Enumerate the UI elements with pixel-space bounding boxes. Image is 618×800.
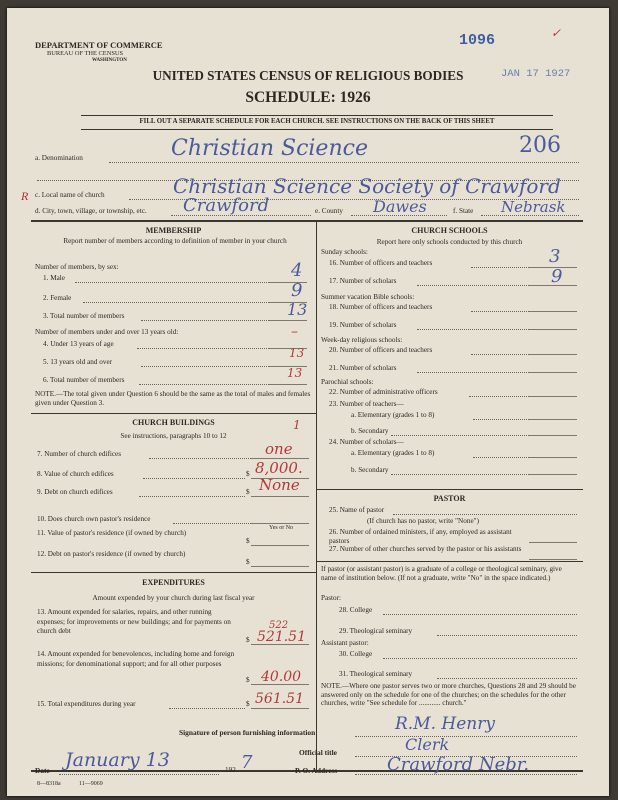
assistant-pastor-label: Assistant pastor: — [321, 639, 369, 647]
year-suffix: 7 — [241, 752, 253, 773]
q9-label: 9. Debt on church edifices — [37, 488, 113, 496]
q5-label: 5. 13 years old and over — [43, 358, 113, 366]
form-number-2: 11—9069 — [79, 781, 103, 787]
signature-label: Signature of person furnishing information — [179, 728, 316, 737]
q4-value: – — [291, 324, 298, 340]
q3-label: 3. Total number of members — [43, 312, 125, 320]
q29-label: 29. Theological seminary — [339, 627, 413, 635]
membership-note: NOTE.—The total given under Question 6 should be the same as the total of males and females given under Question 3. — [35, 390, 311, 407]
graduate-intro: If pastor (or assistant pastor) is a graduate of a college or theological seminary, give name of institution below. (If not a graduate, write "No" in the space indicated.) — [321, 565, 562, 582]
number-stamp: 1096 — [459, 32, 496, 49]
instruction-rule-bottom — [81, 129, 553, 130]
pastor-note: NOTE.—Where one pastor serves two or more churches, Questions 28 and 29 should be answered only on the schedule for one of the churches; on the schedules for the other churches, write "See schedule for ............ church." — [321, 682, 576, 708]
instructions-line: FILL OUT A SEPARATE SCHEDULE FOR EACH CHURCH. SEE INSTRUCTIONS ON THE BACK OF THIS SHEET — [139, 118, 495, 125]
official-title-value: Clerk — [405, 735, 450, 754]
q7-mark: 1 — [293, 418, 301, 432]
q9-value: None — [259, 476, 300, 494]
q1-label: 1. Male — [43, 274, 65, 282]
denomination-value: Christian Science — [171, 136, 368, 161]
q13-value: 521.51 — [257, 629, 306, 645]
q18-label: 18. Number of officers and teachers — [329, 303, 433, 311]
q23-label: 23. Number of teachers— — [329, 400, 404, 408]
form-title: UNITED STATES CENSUS OF RELIGIOUS BODIES — [152, 68, 464, 83]
q8-label: 8. Value of church edifices — [37, 470, 114, 478]
q3-value: 13 — [287, 300, 308, 319]
local-name-label: c. Local name of church — [35, 191, 105, 199]
q6-value: 13 — [287, 366, 303, 380]
denomination-label: a. Denomination — [35, 154, 83, 162]
date-label: Date — [35, 766, 50, 775]
q15-value: 561.51 — [255, 691, 304, 707]
q23a-label: a. Elementary (grades 1 to 8) — [351, 411, 435, 419]
membership-intro: Report number of members according to definition of member in your church — [63, 237, 287, 245]
department-label: DEPARTMENT OF COMMERCE — [35, 40, 163, 50]
q24a-label: a. Elementary (grades 1 to 8) — [351, 449, 435, 457]
bureau-label: BUREAU OF THE CENSUS — [47, 50, 124, 57]
q13-correction: 522 — [269, 620, 289, 631]
q25-note: (If church has no pastor, write "None") — [367, 517, 479, 525]
members-by-sex-label: Number of members, by sex: — [35, 263, 119, 271]
buildings-heading: CHURCH BUILDINGS — [132, 418, 215, 427]
summer-schools-label: Summer vacation Bible schools: — [321, 293, 415, 301]
pastor-heading: PASTOR — [433, 494, 466, 503]
q5-value: 13 — [289, 346, 305, 360]
q25-label: 25. Name of pastor — [329, 506, 385, 514]
date-value: January 13 — [65, 749, 170, 771]
red-r-mark: R — [21, 189, 29, 203]
q16-value: 3 — [549, 246, 561, 267]
signature-value: R.M. Henry — [395, 714, 495, 734]
expenditures-heading: EXPENDITURES — [142, 578, 205, 587]
red-check-mark: ✓ — [551, 26, 562, 40]
q28-label: 28. College — [339, 606, 373, 614]
city-town-label: d. City, town, village, or township, etc. — [35, 207, 147, 215]
expenditures-intro: Amount expended by your church during last fiscal year — [92, 594, 255, 602]
q30-label: 30. College — [339, 650, 373, 658]
date-received-stamp: JAN 17 1927 — [501, 68, 571, 80]
county-label: e. County — [315, 207, 343, 215]
q12-label: 12. Debt on pastor's residence (if owned by church) — [37, 550, 186, 558]
q1-value: 4 — [291, 260, 303, 281]
q26-label: 26. Number of ordained ministers, if any, employed as assistant pastors — [329, 528, 512, 545]
q31-label: 31. Theological seminary — [339, 670, 413, 678]
state-value: Nebrask — [501, 198, 566, 216]
q16-label: 16. Number of officers and teachers — [329, 259, 433, 267]
local-name-value: Christian Science Society of Crawford — [173, 174, 561, 198]
parochial-schools-label: Parochial schools: — [321, 378, 374, 386]
q19-label: 19. Number of scholars — [329, 321, 397, 329]
city-town-value: Crawford — [183, 195, 270, 216]
q17-value: 9 — [551, 266, 563, 287]
pastor-sub-label: Pastor: — [321, 594, 341, 602]
q22-label: 22. Number of administrative officers — [329, 388, 438, 396]
q4-label: 4. Under 13 years of age — [43, 340, 114, 348]
schedule-title: SCHEDULE: 1926 — [245, 89, 371, 106]
q8-value: 8,000. — [255, 459, 303, 477]
year-prefix: 192 — [225, 766, 236, 774]
city-label: WASHINGTON — [92, 58, 127, 63]
membership-heading: MEMBERSHIP — [145, 226, 202, 235]
q14-label: 14. Amount expended for benevolences, including home and foreign missions; for denominational support; and for all other purposes — [37, 650, 235, 668]
q21-label: 21. Number of scholars — [329, 364, 397, 372]
official-title-label: Official title — [299, 748, 337, 757]
q7-label: 7. Number of church edifices — [37, 450, 122, 458]
q14-value: 40.00 — [261, 669, 302, 685]
census-schedule-form: DEPARTMENT OF COMMERCE BUREAU OF THE CENSUS WASHINGTON 1096 ✓ JAN 17 1927 UNITED STATES CENSUS OF RELIGIOUS BODIES SCHEDULE: 1926 FILL OUT A SEPARATE SCHEDULE FOR EACH CHURCH. SEE INSTRUCTIONS ON THE BACK OF THIS SHEET a. Denomination Christian Science 206 R c. Local name of church Christian Science Society of Crawford d. City, town, village, or township, etc. Crawford e. County Dawes f. State Nebrask MEMBERSHIP Report number of members according to definition of member in your church Number of members, by sex: 1. Male 4 2. Female 9 3. Total number of members 13 Number of members under and over 13 years old: 4. Under 13 years of age – 5. 13 years old and over 13 6. Total number of members 13 NOTE.—The total given under Question 6 should be the same as the total of males and females given under Question 3. CHURCH BUILDINGS See instructions, paragraphs 10 to 12 1 7. Number of church edifices one 8. Value of church edifices $ 8,000. 9. Debt on church edifices $ None 10. Does church own pastor's residence Yes or No 11. Value of pastor's residence (if owned by church) $ 12. Debt on pastor's residence (if owned by church) $ EXPENDITURES Amount expended by your church during last fiscal year 13. Amount expended for salaries, repairs, and other running expenses; for improvements or new buildings; and for payments on church debt $ 522 521.51 14. Amount expended for benevolences, including home and foreign missions; for denominational support; and for all other purposes $ 40.00 15. Total expenditures during year $ 561.51 CHURCH SCHOOLS Report here only schools conducted by this church Sunday schools: 16. Number of officers and teachers 3 17. Number of scholars 9 Summer vacation Bible schools: 18. Number of officers and teachers 19. Number of scholars Week-day religious schools: 20. Number of officers and teachers 21. Number of scholars Parochial schools: 22. Number of administrative officers 23. Number of teachers— a. Elementary (grades 1 to 8) b. Secondary 24. Number of scholars— a. Elementary (grades 1 to 8) b. Secondary PASTOR 25. Name of pastor (If church has no pastor, write "None") 26. Number of ordained ministers, if any, employed as assistant pastors 27. Number of other churches served by the pastor or his assistants If pastor (or assistant pastor) is a graduate of a college or theological seminary, give name of institution below. (If not a graduate, write "No" in the space indicated.) Pastor: 28. College 29. Theological seminary Assistant pastor: 30. College 31. Theological seminary NOTE.—Where one pastor serves two or more churches, Questions 28 and 29 should be answered only on the schedule for one of the churches; on the schedules for the other churches, write "See schedule for ............ church." Signature of person furnishing information R.M. Henry Official title Clerk Date January 13 192 7 P. O. Address Crawford Nebr. 8—8318a 11—9069 — [7, 8, 609, 796]
po-address-label: P. O. Address — [295, 766, 338, 775]
age-intro-label: Number of members under and over 13 years old: — [35, 328, 179, 336]
instruction-rule-top — [81, 115, 553, 116]
q24-label: 24. Number of scholars— — [329, 438, 404, 446]
schools-heading: CHURCH SCHOOLS — [411, 226, 488, 235]
q23b-label: b. Secondary — [351, 427, 389, 435]
yes-no-hint: Yes or No — [269, 525, 294, 531]
q7-value: one — [265, 440, 293, 458]
section-rule-top — [31, 220, 583, 222]
q2-value: 9 — [291, 280, 303, 301]
sunday-schools-label: Sunday schools: — [321, 248, 368, 256]
q17-label: 17. Number of scholars — [329, 277, 397, 285]
county-value: Dawes — [373, 197, 427, 216]
buildings-intro: See instructions, paragraphs 10 to 12 — [120, 432, 227, 440]
weekday-schools-label: Week-day religious schools: — [321, 336, 403, 344]
po-address-value: Crawford Nebr. — [387, 754, 530, 775]
q6-label: 6. Total number of members — [43, 376, 125, 384]
schools-intro: Report here only schools conducted by this church — [376, 238, 523, 246]
denomination-code: 206 — [519, 133, 561, 158]
q24b-label: b. Secondary — [351, 466, 389, 474]
q15-label: 15. Total expenditures during year — [37, 700, 136, 708]
q11-label: 11. Value of pastor's residence (if owned by church) — [37, 529, 187, 537]
form-number: 8—8318a — [37, 781, 61, 787]
state-label: f. State — [453, 207, 474, 215]
q10-label: 10. Does church own pastor's residence — [37, 515, 151, 523]
q2-label: 2. Female — [43, 294, 72, 302]
q13-label: 13. Amount expended for salaries, repairs, and other running expenses; for improvements or new buildings; and for payments on church debt — [37, 608, 231, 635]
q27-label: 27. Number of other churches served by the pastor or his assistants — [329, 545, 522, 553]
q20-label: 20. Number of officers and teachers — [329, 346, 433, 354]
